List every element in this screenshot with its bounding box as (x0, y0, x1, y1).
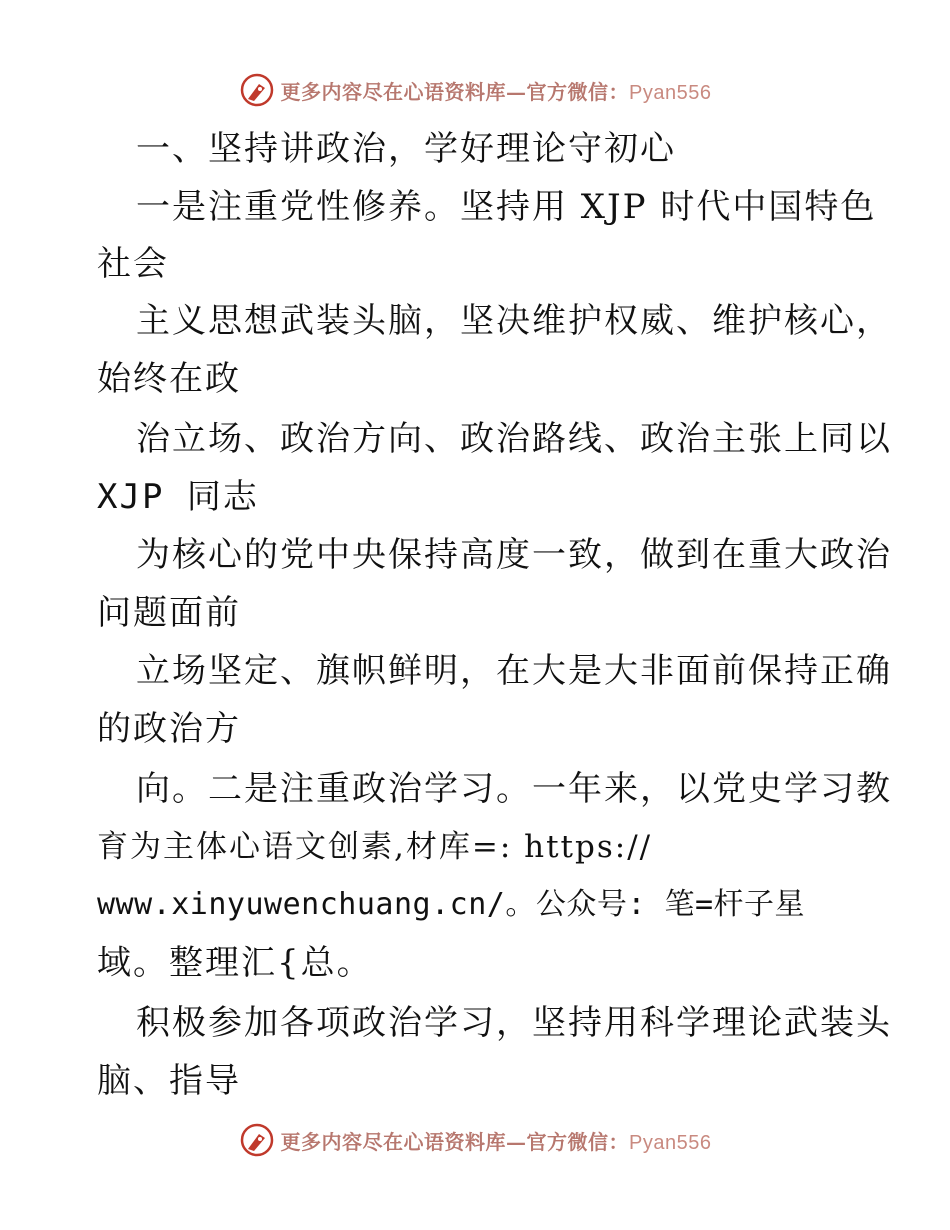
paragraph-line: 社会 (97, 244, 169, 284)
paragraph-line: 主义思想武装头脑，坚决维护权威、维护核心， (136, 301, 892, 341)
watermark-label: 更多内容尽在心语资料库—官方微信： (280, 79, 630, 104)
section-heading: 一、坚持讲政治，学好理论守初心 (136, 129, 676, 169)
watermark-banner-bottom (0, 1120, 950, 1160)
paragraph-line: 积极参加各项政治学习，坚持用科学理论武装头 (136, 1003, 892, 1043)
paragraph-line: 的政治方 (97, 709, 241, 749)
watermark-id: Pyan556 (629, 81, 712, 104)
watermark-text-bottom (281, 1126, 712, 1155)
paragraph-line: 始终在政 (97, 359, 241, 399)
paragraph-line: 为核心的党中央保持高度一致，做到在重大政治 (136, 535, 892, 575)
paragraph-line: 脑、指导 (97, 1061, 241, 1101)
paragraph-line: XJP 同志 (97, 477, 259, 517)
pen-nib-logo-icon (239, 1122, 275, 1158)
paragraph-line: 育为主体心语文创素,材库=: https:// (97, 829, 653, 865)
paragraph-line: 治立场、政治方向、政治路线、政治主张上同以 (136, 419, 892, 459)
watermark-id: Pyan556 (629, 1131, 712, 1154)
paragraph-line: 向。二是注重政治学习。一年来，以党史学习教 (136, 769, 892, 809)
paragraph-line: 域。整理汇{总。 (97, 943, 373, 983)
paragraph-line: 立场坚定、旗帜鲜明，在大是大非面前保持正确 (136, 651, 892, 691)
paragraph-line: www.xinyuwenchuang.cn/。公众号: 笔=杆子星 (97, 887, 806, 922)
watermark-label: 更多内容尽在心语资料库—官方微信： (280, 1129, 630, 1154)
paragraph-line: 问题面前 (97, 593, 241, 633)
paragraph-line: 一是注重党性修养。坚持用 XJP 时代中国特色 (136, 187, 877, 227)
